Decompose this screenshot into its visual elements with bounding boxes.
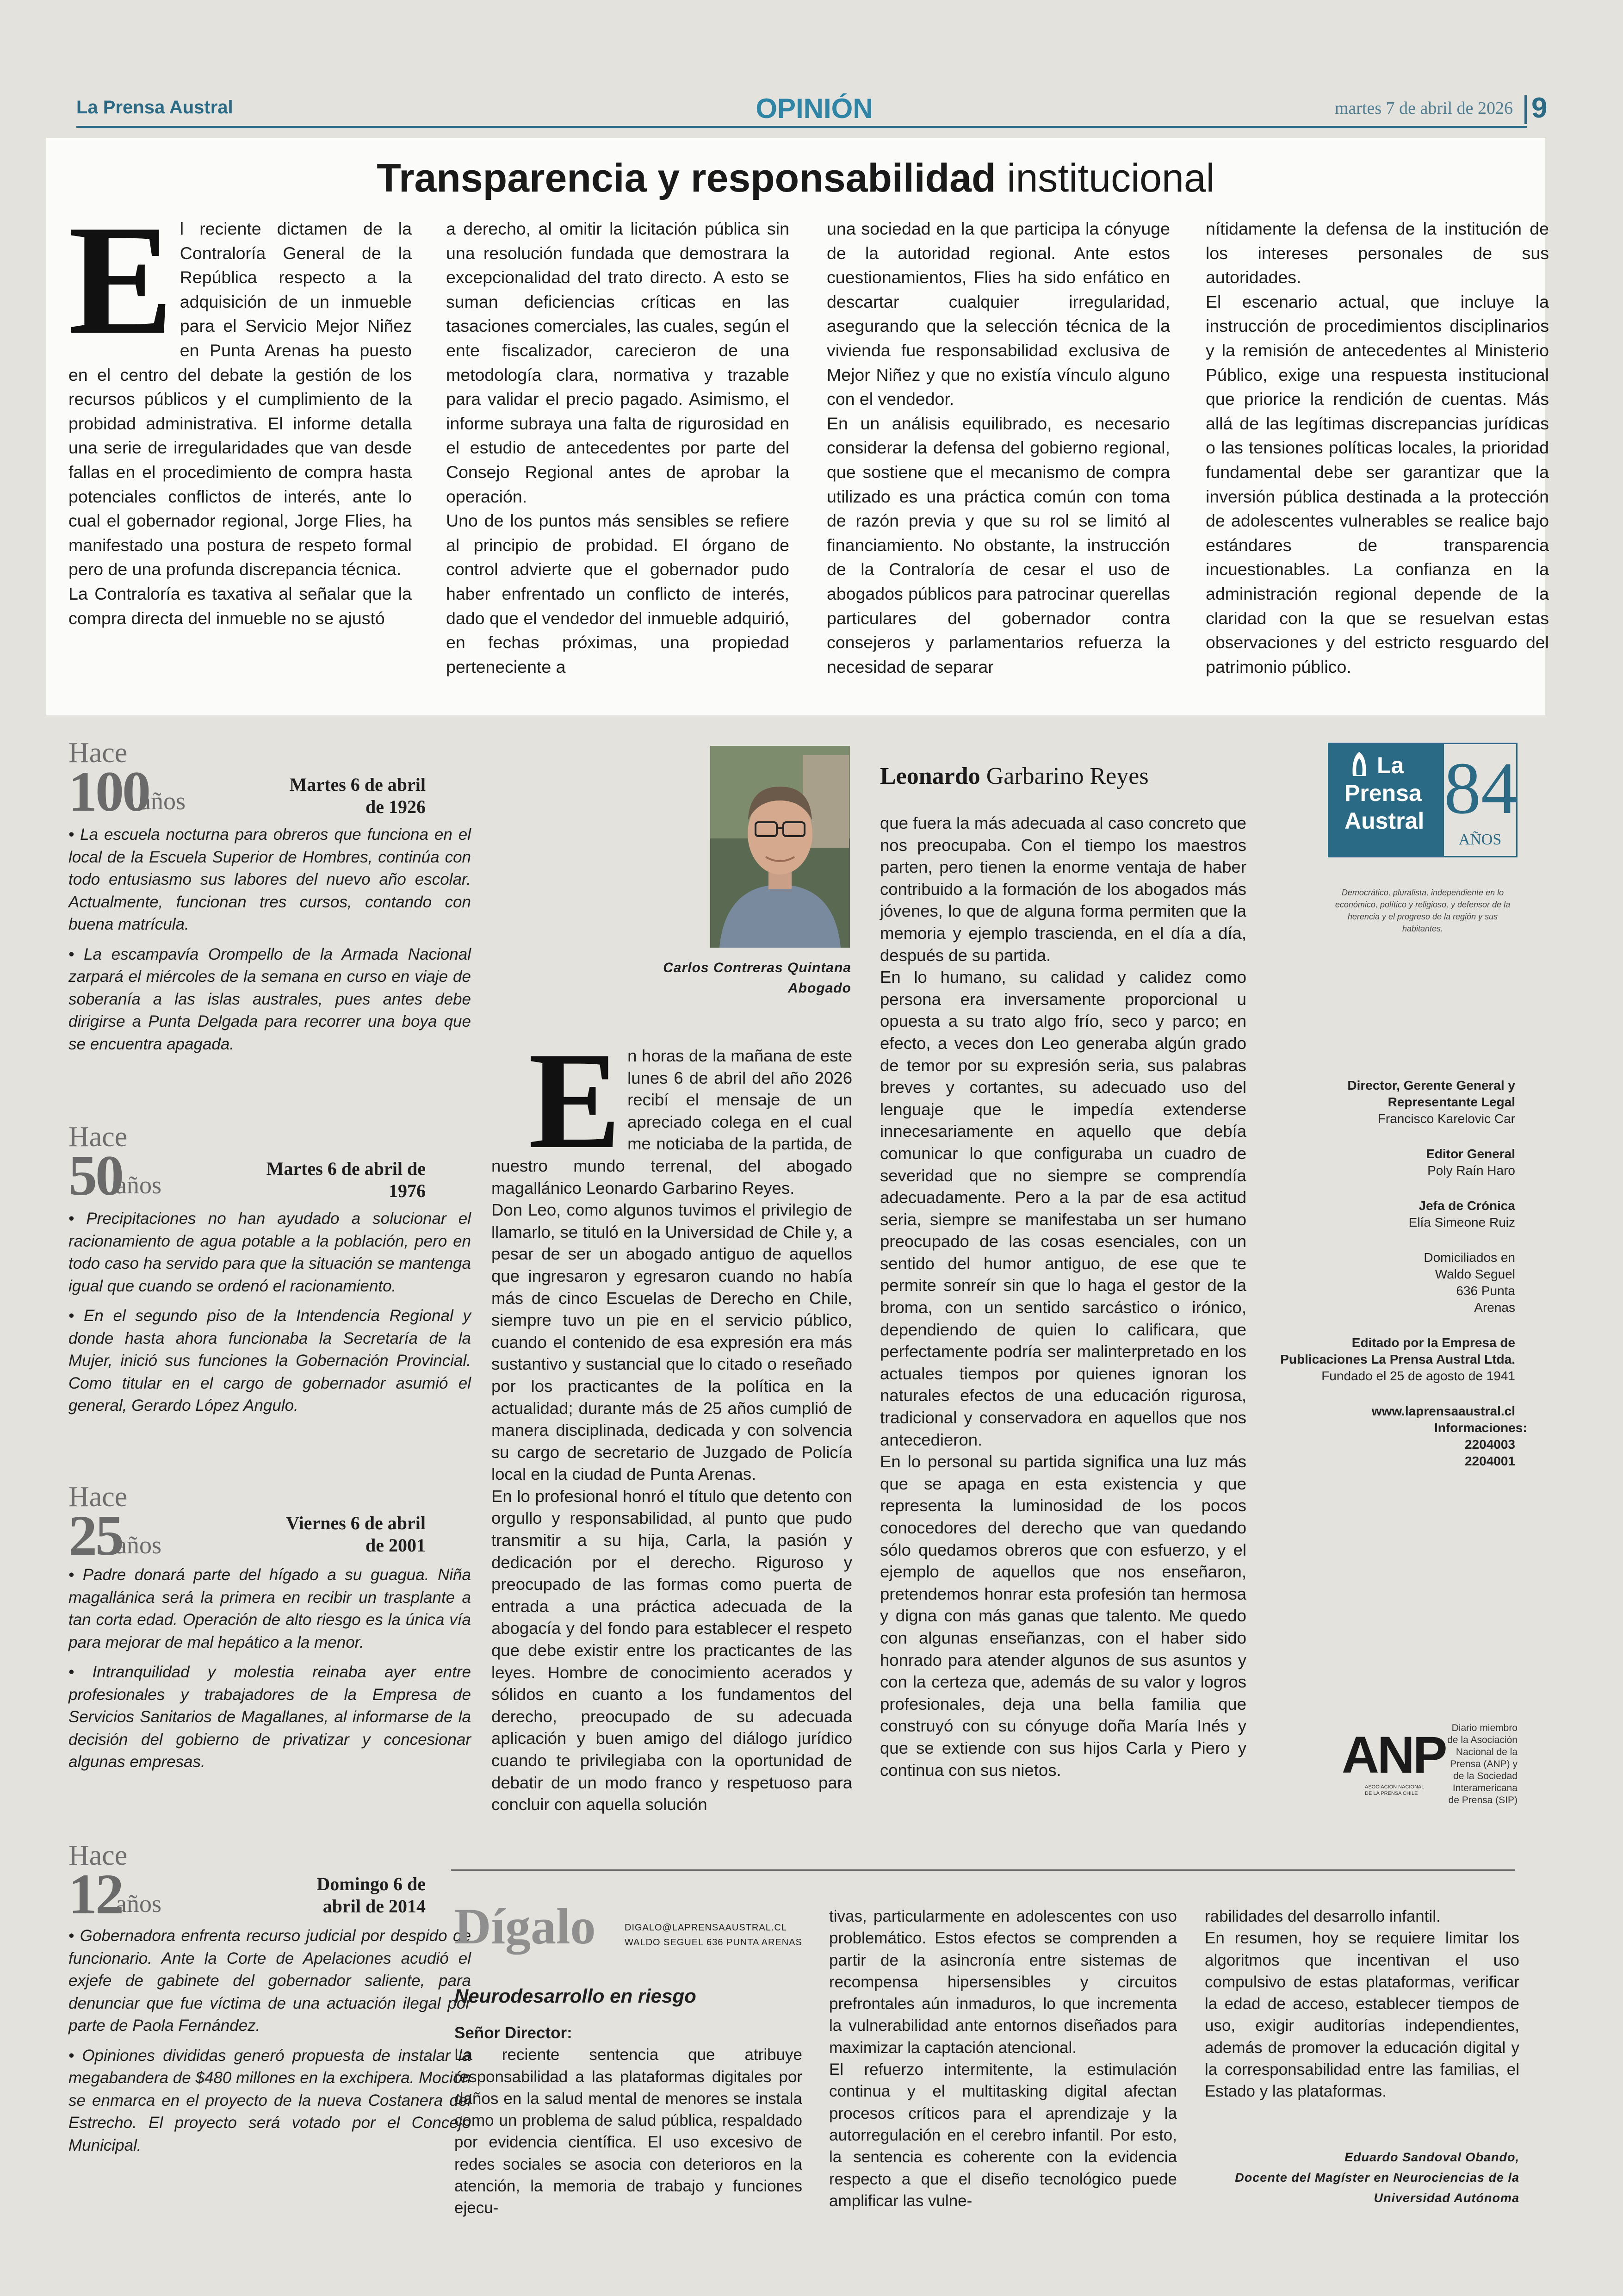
editorial-column-3 xyxy=(827,217,1170,679)
hace-label: Hace xyxy=(68,1121,128,1153)
anp-logo: ANP xyxy=(1342,1726,1446,1784)
phones: Informaciones: 2204003 2204001 xyxy=(1434,1421,1527,1468)
hace-news-item: • Intranquilidad y molestia reinaba ayer entre profesionales y trabajadores de la Empresa de Servicios Sanitarios de Magallanes, al informarse de la decisión del gobierno de privatizar y concesionar algunas empresas. xyxy=(68,1663,471,1771)
address: Waldo Seguel 636 Punta Arenas xyxy=(1435,1267,1515,1315)
digalo-paragraph: En resumen, hoy se requiere limitar los algoritmos que incentivan el uso compulsivo de estas plataformas, verificar la edad de acceso, establecer tiempos de uso, exigir auditorías independientes, además de promover la educación digital y la corresponsabilidad entre las familias, el Estado y las plataformas. xyxy=(1205,1929,1519,2101)
column-dropcap: E xyxy=(528,1024,621,1177)
staff-title: Jefa de Crónica xyxy=(1419,1198,1515,1213)
editorial-dropcap: E xyxy=(68,192,173,367)
hace-section xyxy=(68,1925,471,2157)
editorial-paragraph: En un análisis equilibrado, es necesario considerar la defensa del gobierno regional, que sostiene que el mecanismo de compra utilizado es una práctica común con toma de razón previa y que su rol se limitó al financiamiento. No obstante, la instrucción de la Contraloría de cesar el uso de abogados públicos para patrocinar querellas particulares del gobernador contra consejeros y parlamentarios refuerza la necesidad de separar xyxy=(827,413,1170,676)
column-paragraph: n horas de la mañana de este lunes 6 de abril del año 2026 recibí el mensaje de un apreciado colega en el cual me noticiaba de la partida, de nuestro mundo terrenal, del abogado magallánico Leonardo Garbarino Reyes. xyxy=(491,1046,852,1198)
column-paragraph: En lo profesional honró el título que detento con orgullo y responsabilidad, al punto que pudo transmitir a su hija, Carla, la pasión y dedicación por el derecho. Riguroso y preocupado de las formas como puerta de entrada a una práctica adecuada de la abogacía y del fondo para establecer el respeto que debe existir entre los practicantes de las leyes. Hombre de conocimiento acerados y sólidos en cuanto a los fundamentos del derecho, preocupado de su adecuada aplicación y buen amigo del diálogo jurídico cuando te privilegiaba con la oportunidad de debatir de un modo franco y respetuoso para concluir con aquella solución xyxy=(491,1486,852,1814)
logo-line: Prensa xyxy=(1344,780,1422,806)
logo-line: Austral xyxy=(1344,808,1425,834)
hace-news-item: • Padre donará parte del hígado a su guagua. Niña magallánica será la primera en recibir un trasplante a tan corta edad. Operación de alto riesgo es la única vía para mejorar de mal hepático a la menor. xyxy=(68,1566,471,1651)
author-last-name: Garbarino Reyes xyxy=(986,763,1149,789)
column-paragraph: En lo personal su partida significa una luz más que se apaga en esta existencia y que representa la luminosidad de los pocos conocedores del derecho que van quedando sólo quedamos obreros que con esfuerzo, y el ejemplo de aquellos que nos enseñaron, pretendemos honrar esta profesión tan hermosa y digna con más ganas que talento. Me quedo con algunas enseñanzas, con el haber sido honrado para atender algunos de sus asuntos y con la certeza que, además de su valor y logros profesionales, deja una bella familia que construyó con su cónyuge doña María Inés y que se extiende con sus hijos Carla y Piero y continua con sus nietos. xyxy=(880,1452,1246,1780)
anniversary-years: 84 xyxy=(1444,747,1518,829)
hace-label: Hace xyxy=(68,1840,128,1871)
hace-years-unit: años xyxy=(116,1890,161,1917)
editorial-title xyxy=(46,155,1545,201)
hace-news-item: • En el segundo piso de la Intendencia Regional y donde hasta ahora funcionaba la Secretaría de la Mujer, inició sus funciones la Gobernación Provincial. Como titular en el cargo de gobernador asumió el general, Gerardo López Angulo. xyxy=(68,1307,471,1415)
hace-years-unit: años xyxy=(116,1171,161,1199)
column-text-left xyxy=(491,1024,852,1816)
hace-news-item: • Opiniones divididas generó propuesta de instalar la megabandera de $480 millones en la exchipera. Moción se enmarca en el proyecto de la nueva Costanera del Estrecho. El proyecto será votado por el Concejo Municipal. xyxy=(68,2046,471,2154)
staff-box xyxy=(1277,1077,1527,1470)
editorial-paragraph: Uno de los puntos más sensibles se refiere al principio de probidad. El órgano de control advierte que el gobernador pudo haber enfrentado un conflicto de interés, dado que el vendedor del inmueble adquirió, en fechas próximas, una propiedad perteneciente a xyxy=(446,511,789,676)
staff-name: Poly Raín Haro xyxy=(1427,1163,1515,1178)
hace-news-item: • Precipitaciones no han ayudado a solucionar el racionamiento de agua potable a la población, pero en todo caso ha servido para que la situación se mantenga igual que cuando se ordenó el racionamiento. xyxy=(68,1210,471,1295)
digalo-column-2 xyxy=(829,1905,1177,2212)
hace-years-number: 50 xyxy=(68,1144,122,1207)
hace-date: Martes 6 de abril de 1926 xyxy=(289,774,426,817)
digalo-paragraph: El refuerzo intermitente, la estimulación continua y el multitasking digital afectan procesos críticos para el aprendizaje y la autorregulación en el cerebro infantil. Por esto, la sentencia es coherente con la evidencia respecto a que el diseño tecnológico puede amplificar las vulne- xyxy=(829,2060,1177,2210)
author-photo xyxy=(710,746,850,948)
logo-line: La xyxy=(1377,752,1404,778)
anp-logo-sub: ASOCIACIÓN NACIONAL DE LA PRENSA CHILE xyxy=(1365,1784,1424,1796)
digalo-paragraph: tivas, particularmente en adolescentes con uso problemático. Estos efectos se comprenden a partir de la asincronía entre sistemas de recompensa hipersensibles y circuitos prefrontales aún inmaduros, lo que incrementa la vulnerabilidad ante entornos diseñados para maximizar la captación atencional. xyxy=(829,1907,1177,2057)
editorial-title-bold: Transparencia y responsabilidad xyxy=(377,156,996,200)
editorial-column-2 xyxy=(446,217,789,679)
editorial-paragraph: una sociedad en la que participa la cónyuge de la autoridad regional. Ante estos cuestionamientos, Flies ha sido enfático en descartar cualquier irregularidad, asegurando que la selección técnica de la vivienda fue responsabilidad exclusiva de Mejor Niñez y que no existía vínculo alguno con el vendedor. xyxy=(827,219,1170,409)
signature-role: Docente del Magíster en Neurociencias de la Universidad Autónoma xyxy=(1235,2171,1519,2205)
editorial-title-light: institucional xyxy=(1007,156,1215,200)
editorial-paragraph: nítidamente la defensa de la institución de los intereses personales de sus autoridades. xyxy=(1206,219,1549,287)
digalo-paragraph: rabilidades del desarrollo infantil. xyxy=(1205,1907,1441,1925)
staff-name: Francisco Karelovic Car xyxy=(1377,1111,1515,1126)
hace-news-item: • Gobernadora enfrenta recurso judicial por despido de funcionario. Ante la Corte de Apelaciones acudió el exjefe de gabinete del gobernador saliente, para denunciar que fue víctima de una actuación ilegal por parte de Paola Fernández. xyxy=(68,1927,471,2035)
editorial-column-1 xyxy=(68,192,412,630)
editorial-paragraph: El escenario actual, que incluye la instrucción de procedimientos disciplinarios y la remisión de antecedentes al Ministerio Público, exige una respuesta institucional que priorice la rendición de cuentas. Más allá de las legítimas discrepancias jurídicas o las tensiones políticas locales, la prioridad fundamental debe ser garantizar que la inversión pública destinada a la protección de adolescentes vulnerables se realice bajo estándares de transparencia incuestionables. La confianza en la administración regional depende de la claridad con la que se resuelvan estas observaciones y del estricto resguardo del patrimonio público. xyxy=(1206,292,1549,676)
website[interactable]: www.laprensaaustral.cl xyxy=(1371,1404,1515,1418)
hace-section xyxy=(68,824,471,1055)
editorial-paragraph: La Contraloría es taxativa al señalar que la compra directa del inmueble no se ajustó xyxy=(68,583,412,628)
header-rule xyxy=(76,126,1527,128)
publisher: Editado por la Empresa de Publicaciones La Prensa Austral Ltda. xyxy=(1280,1335,1515,1366)
anniversary-box xyxy=(1443,743,1518,857)
digalo-salutation: Señor Director: xyxy=(454,2024,572,2042)
editorial-paragraph: l reciente dictamen de la Contraloría General de la República respecto a la adquisición de un inmueble para el Servicio Mejor Niñez en Punta Arenas ha puesto en el centro del debate la gestión de los recursos públicos y el cumplimiento de la probidad administrativa. El informe detalla una serie de irregularidades que van desde fallas en el procedimiento de compra hasta potenciales conflictos de interés, ante lo cual el gobernador regional, Jorge Flies, ha manifestado una postura de respeto formal pero de una profunda discrepancia técnica. xyxy=(68,219,412,579)
hace-label: Hace xyxy=(68,1481,128,1513)
newspaper-brand: La Prensa Austral xyxy=(76,97,233,118)
staff-title: Editor General xyxy=(1426,1147,1515,1161)
editorial-paragraph: a derecho, al omitir la licitación pública sin una resolución fundada que demostrara la excepcionalidad del trato directo. A esto se suman deficiencias críticas en las tasaciones comerciales, las cuales, según el ente fiscalizador, carecieron de una metodología clara, normativa y trazable para validar el precio pagado. Asimismo, el informe subraya una falta de rigurosidad en el estudio de antecedentes por parte del Consejo Regional antes de aprobar la operación. xyxy=(446,219,789,506)
issue-date: martes 7 de abril de 2026 xyxy=(1334,99,1513,118)
masthead-motto: Democrático, pluralista, independiente en lo económico, político y religioso, y defensor de la herencia y el progreso de la región y sus habitantes. xyxy=(1335,888,1511,933)
digalo-address: WALDO SEGUEL 636 PUNTA ARENAS xyxy=(625,1937,802,1948)
photo-caption-role: Abogado xyxy=(788,980,851,996)
photo-caption xyxy=(601,958,851,999)
hace-label: Hace xyxy=(68,737,128,769)
staff-title: Director, Gerente General y Representante Legal xyxy=(1347,1078,1515,1109)
hace-years-number: 12 xyxy=(68,1862,122,1926)
staff-name: Elía Simeone Ruiz xyxy=(1408,1215,1515,1229)
page-number: 9 xyxy=(1531,92,1548,124)
hace-date: Martes 6 de abril de 1976 xyxy=(266,1158,426,1201)
digalo-signature xyxy=(1205,2147,1519,2208)
hace-date: Viernes 6 de abril de 2001 xyxy=(286,1513,426,1556)
column-author-title xyxy=(880,763,1149,790)
section-title: OPINIÓN xyxy=(756,93,873,124)
digalo-email[interactable]: DIGALO@LAPRENSAAUSTRAL.CL xyxy=(625,1923,787,1933)
anniversary-label: AÑOS xyxy=(1458,831,1502,848)
penguin-icon xyxy=(1345,751,1373,777)
hace-section xyxy=(68,1208,471,1417)
hace-years-unit: años xyxy=(140,787,186,815)
digalo-column-3 xyxy=(1205,1905,1519,2103)
masthead-logo xyxy=(1328,743,1443,857)
column-paragraph: Don Leo, como algunos tuvimos el privilegio de llamarlo, se tituló en la Universidad de Chile y, a pesar de ser un abogado antiguo de aquellos que ingresaron y egresaron cuando no había más de cinco Escuelas de Derecho en Chile, siempre tuvo un pie en el servicio público, cuando el contenido de esa expresión era más sustantivo y sustancial que lo citado o reseñado por los practicantes de la política en la actualidad; durante más de 25 años cumplió de manera disciplinada, dedicada y con solvencia su cargo de secretario de Juzgado de Policía local en la ciudad de Punta Arenas. xyxy=(491,1200,852,1484)
anp-text: Diario miembro de la Asociación Nacional de la Prensa (ANP) y de la Sociedad Interamericana de Prensa (SIP) xyxy=(1447,1723,1518,1806)
hace-date: Domingo 6 de abril de 2014 xyxy=(316,1874,426,1917)
digalo-headline: Neurodesarrollo en riesgo xyxy=(454,1985,696,2007)
photo-caption-name: Carlos Contreras Quintana xyxy=(663,960,851,975)
hace-news-item: • La escuela nocturna para obreros que funciona en el local de la Escuela Superior de Hombres, continúa con todo entusiasmo sus labores del nuevo año escolar. Actualmente, funcionan tres cursos, contando con buena matrícula. xyxy=(68,825,471,933)
hace-section xyxy=(68,1564,471,1774)
hace-years-number: 100 xyxy=(68,760,149,823)
digalo-paragraph: La reciente sentencia que atribuye responsabilidad a las plataformas digitales por daños en la salud mental de menores se instala como un problema de salud pública, respaldado por evidencia científica. El uso excesivo de redes sociales se asocia con deterioros en la atención, la memoria de trabajo y funciones ejecu- xyxy=(454,2046,802,2217)
address-label: Domiciliados en xyxy=(1424,1250,1515,1265)
signature-name: Eduardo Sandoval Obando, xyxy=(1344,2150,1519,2164)
hace-years-unit: años xyxy=(116,1531,161,1559)
column-text-right xyxy=(880,812,1246,1781)
header-divider xyxy=(1524,95,1527,124)
digalo-title: Dígalo xyxy=(454,1898,596,1955)
author-first-name: Leonardo xyxy=(880,763,980,789)
hace-years-number: 25 xyxy=(68,1504,122,1567)
founded: Fundado el 25 de agosto de 1941 xyxy=(1321,1369,1515,1383)
digalo-contact xyxy=(625,1920,802,1950)
hace-news-item: • La escampavía Orompello de la Armada Nacional zarpará el miércoles de la semana en curso en viaje de soberanía a las islas australes, pues antes debe dirigirse a Punta Delgada para recorrer una boya que se encuentra apagada. xyxy=(68,945,471,1053)
digalo-rule xyxy=(451,1869,1515,1871)
column-paragraph: En lo humano, su calidad y calidez como persona era inversamente proporcional u opuesta a su trato algo frío, seco y parco; en efecto, a veces don Leo generaba algún grado de temor por su expresión seria, sus palabras breves y cortantes, su adecuado uso del lenguaje que le impedía extenderse innecesariamente en aquello que debía comunicar lo que configuraba un cuadro de severidad que no siempre se comprendía adecuadamente. Pero a la par de esa actitud seria, siempre se manifestaba un ser humano preocupado de las cosas esenciales, con un sentido del humor antiguo, de ese que te permite sonreír sin que lo haga el gestor de la broma, con un sentido sarcástico o irónico, dependiendo de quien lo calificara, que perfectamente podría ser malinterpretado en los actuales tiempos por quienes ignoran los naturales efectos de una educación rigurosa, tradicional y conservadora en aquellos que nos antecedieron. xyxy=(880,968,1246,1449)
editorial-column-4 xyxy=(1206,217,1549,679)
digalo-column-1 xyxy=(454,2022,802,2219)
column-paragraph: que fuera la más adecuada al caso concreto que nos preocupaba. Con el tiempo los maestros parten, pero tienen la enorme ventaja de haber contribuido a la formación de los abogados más jóvenes, lo que de alguna forma permiten que la memoria y ejemplo trascienda, en el día a día, después de su partida. xyxy=(880,813,1246,965)
